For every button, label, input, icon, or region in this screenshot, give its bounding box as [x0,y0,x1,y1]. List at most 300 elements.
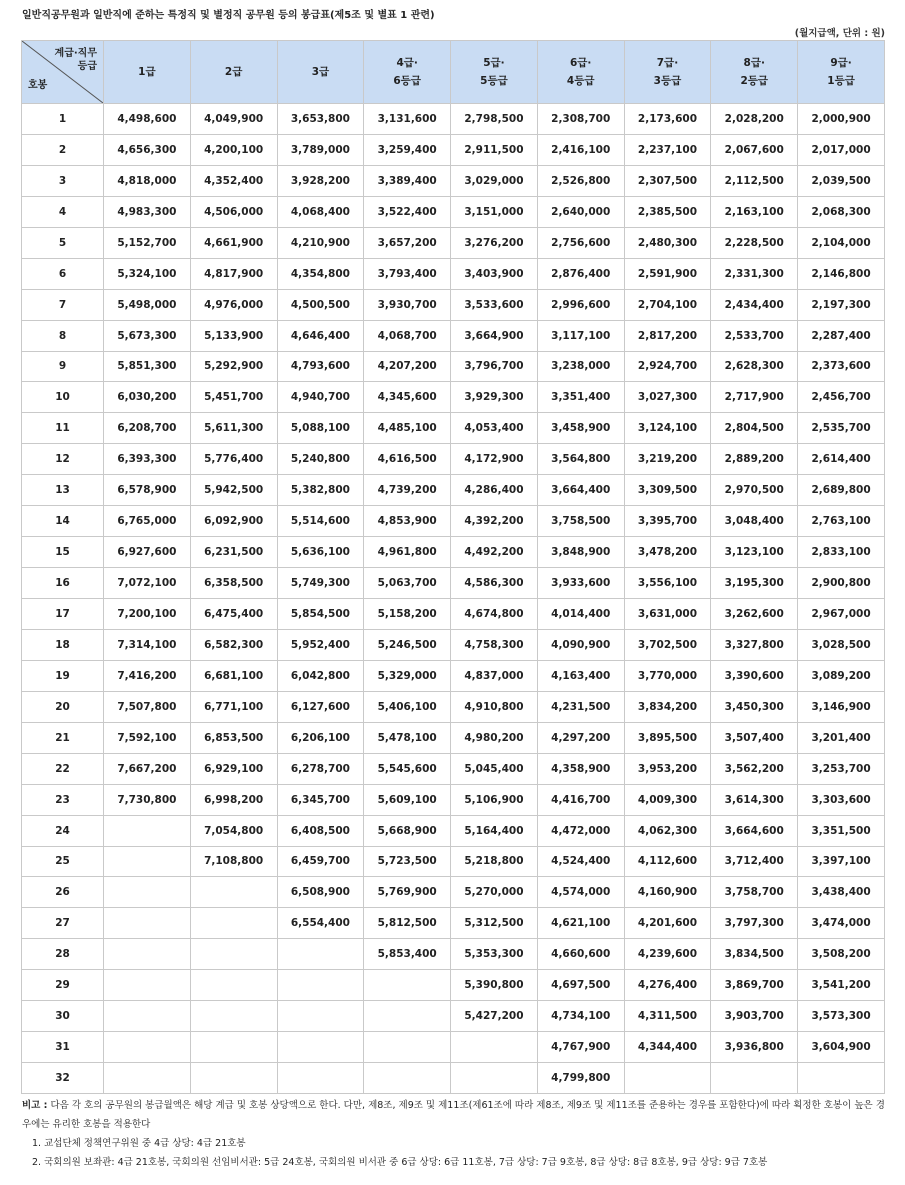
salary-cell [277,1001,364,1032]
salary-cell: 6,208,700 [104,413,191,444]
table-row [22,660,885,691]
salary-cell: 7,072,100 [104,568,191,599]
salary-cell: 2,817,200 [624,320,711,351]
salary-cell: 3,146,900 [798,691,885,722]
salary-cell: 4,574,000 [537,877,624,908]
salary-cell: 6,042,800 [277,660,364,691]
salary-cell: 4,492,200 [451,537,538,568]
salary-cell: 6,927,600 [104,537,191,568]
salary-cell: 4,660,600 [537,939,624,970]
salary-cell: 2,526,800 [537,165,624,196]
salary-cell: 5,952,400 [277,629,364,660]
table-row [22,382,885,413]
table-row [22,939,885,970]
salary-cell: 5,451,700 [190,382,277,413]
corner-grade-line2: 등급 [77,61,97,72]
table-row [22,784,885,815]
salary-cell [104,1032,191,1063]
column-header: 9급· 1등급 [798,41,885,104]
salary-cell: 4,818,000 [104,165,191,196]
salary-cell: 4,276,400 [624,970,711,1001]
salary-cell: 2,640,000 [537,196,624,227]
salary-cell: 6,508,900 [277,877,364,908]
salary-cell: 3,953,200 [624,753,711,784]
salary-cell [451,1063,538,1094]
salary-cell: 4,485,100 [364,413,451,444]
table-row [22,970,885,1001]
salary-cell: 3,303,600 [798,784,885,815]
salary-cell: 2,287,400 [798,320,885,351]
salary-cell: 5,853,400 [364,939,451,970]
salary-cell: 4,767,900 [537,1032,624,1063]
salary-cell: 4,940,700 [277,382,364,413]
table-row [22,722,885,753]
table-row [22,413,885,444]
notes-item-1: 1. 교섭단체 정책연구위원 중 4급 상당: 4급 21호봉 [32,1138,246,1149]
salary-cell: 4,739,200 [364,475,451,506]
table-row [22,104,885,135]
salary-cell [190,970,277,1001]
salary-cell: 3,702,500 [624,629,711,660]
table-row [22,815,885,846]
salary-cell: 5,854,500 [277,599,364,630]
salary-cell: 6,554,400 [277,908,364,939]
salary-cell: 3,573,300 [798,1001,885,1032]
step-cell: 18 [22,629,104,660]
salary-cell: 4,392,200 [451,506,538,537]
salary-cell: 7,108,800 [190,846,277,877]
salary-cell: 5,406,100 [364,691,451,722]
salary-cell: 4,207,200 [364,351,451,382]
salary-cell: 2,039,500 [798,165,885,196]
salary-cell: 3,928,200 [277,165,364,196]
salary-cell: 3,124,100 [624,413,711,444]
salary-cell: 4,498,600 [104,104,191,135]
salary-cell: 6,765,000 [104,506,191,537]
salary-cell: 3,522,400 [364,196,451,227]
step-cell: 2 [22,134,104,165]
salary-cell: 3,195,300 [711,568,798,599]
salary-cell: 3,797,300 [711,908,798,939]
salary-cell: 2,331,300 [711,258,798,289]
salary-cell: 2,228,500 [711,227,798,258]
salary-cell: 4,793,600 [277,351,364,382]
salary-cell: 2,146,800 [798,258,885,289]
salary-cell: 3,151,000 [451,196,538,227]
salary-cell: 3,796,700 [451,351,538,382]
step-cell: 6 [22,258,104,289]
salary-cell: 5,133,900 [190,320,277,351]
salary-cell: 3,390,600 [711,660,798,691]
step-cell: 25 [22,846,104,877]
salary-table [21,40,885,1094]
salary-cell: 2,704,100 [624,289,711,320]
salary-cell: 7,507,800 [104,691,191,722]
salary-cell: 4,210,900 [277,227,364,258]
table-row [22,320,885,351]
salary-cell: 4,009,300 [624,784,711,815]
salary-cell: 3,474,000 [798,908,885,939]
salary-cell: 3,653,800 [277,104,364,135]
salary-cell: 5,723,500 [364,846,451,877]
salary-cell: 3,351,400 [537,382,624,413]
salary-cell: 5,478,100 [364,722,451,753]
salary-cell: 4,646,400 [277,320,364,351]
salary-cell: 7,416,200 [104,660,191,691]
salary-cell: 4,506,000 [190,196,277,227]
step-cell: 26 [22,877,104,908]
salary-cell [277,1032,364,1063]
step-cell: 29 [22,970,104,1001]
table-row [22,196,885,227]
table-row [22,165,885,196]
step-cell: 23 [22,784,104,815]
table-row [22,629,885,660]
salary-cell: 5,312,500 [451,908,538,939]
salary-cell: 5,152,700 [104,227,191,258]
salary-cell: 5,353,300 [451,939,538,970]
salary-cell: 3,403,900 [451,258,538,289]
salary-cell: 3,848,900 [537,537,624,568]
step-cell: 22 [22,753,104,784]
salary-cell: 5,045,400 [451,753,538,784]
salary-cell: 5,611,300 [190,413,277,444]
salary-cell [190,877,277,908]
salary-cell: 3,253,700 [798,753,885,784]
salary-cell: 4,231,500 [537,691,624,722]
salary-cell: 2,000,900 [798,104,885,135]
salary-cell: 3,564,800 [537,444,624,475]
salary-cell: 2,967,000 [798,599,885,630]
step-cell: 19 [22,660,104,691]
salary-cell: 3,309,500 [624,475,711,506]
salary-cell: 5,942,500 [190,475,277,506]
salary-cell: 4,734,100 [537,1001,624,1032]
salary-cell: 2,763,100 [798,506,885,537]
salary-cell: 3,664,900 [451,320,538,351]
salary-cell: 2,480,300 [624,227,711,258]
notes-remark [22,1096,888,1134]
step-cell: 17 [22,599,104,630]
salary-cell: 2,163,100 [711,196,798,227]
salary-cell: 5,673,300 [104,320,191,351]
salary-cell: 3,458,900 [537,413,624,444]
salary-cell: 3,614,300 [711,784,798,815]
salary-cell: 6,278,700 [277,753,364,784]
salary-cell [104,846,191,877]
salary-cell: 4,163,400 [537,660,624,691]
step-cell: 31 [22,1032,104,1063]
salary-cell: 4,910,800 [451,691,538,722]
salary-cell: 3,389,400 [364,165,451,196]
salary-cell: 5,749,300 [277,568,364,599]
salary-cell: 3,562,200 [711,753,798,784]
salary-cell: 5,164,400 [451,815,538,846]
salary-cell: 3,397,100 [798,846,885,877]
salary-cell: 3,238,000 [537,351,624,382]
salary-cell: 3,029,000 [451,165,538,196]
step-cell: 32 [22,1063,104,1094]
column-header: 8급· 2등급 [711,41,798,104]
salary-cell: 3,117,100 [537,320,624,351]
salary-cell: 4,354,800 [277,258,364,289]
salary-cell: 4,837,000 [451,660,538,691]
step-cell: 11 [22,413,104,444]
salary-cell: 4,068,400 [277,196,364,227]
corner-grade-label [55,47,97,73]
salary-cell: 3,758,700 [711,877,798,908]
salary-cell: 3,664,400 [537,475,624,506]
salary-cell: 3,936,800 [711,1032,798,1063]
salary-cell: 4,674,800 [451,599,538,630]
salary-cell: 2,833,100 [798,537,885,568]
salary-cell: 5,218,800 [451,846,538,877]
salary-cell: 4,656,300 [104,134,191,165]
salary-cell: 4,416,700 [537,784,624,815]
salary-cell: 2,373,600 [798,351,885,382]
column-header: 3급 [277,41,364,104]
table-row [22,691,885,722]
salary-cell: 2,628,300 [711,351,798,382]
salary-cell: 4,817,900 [190,258,277,289]
salary-cell: 4,286,400 [451,475,538,506]
salary-cell: 4,524,400 [537,846,624,877]
column-header: 2급 [190,41,277,104]
salary-cell: 5,498,000 [104,289,191,320]
salary-cell [190,1063,277,1094]
salary-cell [364,1032,451,1063]
salary-cell: 3,438,400 [798,877,885,908]
salary-cell: 4,472,000 [537,815,624,846]
salary-cell: 3,929,300 [451,382,538,413]
salary-cell: 4,500,500 [277,289,364,320]
salary-cell [451,1032,538,1063]
notes-item-2: 2. 국회의원 보좌관: 4급 21호봉, 국회의원 선임비서관: 5급 24호봉, 국회의원 비서관 중 6급 상당: 6급 11호봉, 7급 상당: 7급 9호봉, 8급 상당: 8급 8호봉, 9급 상당: 9급 7호봉 [32,1157,768,1168]
salary-cell: 5,106,900 [451,784,538,815]
salary-cell: 7,592,100 [104,722,191,753]
salary-cell [104,939,191,970]
salary-cell: 2,028,200 [711,104,798,135]
table-row [22,506,885,537]
salary-cell: 2,804,500 [711,413,798,444]
salary-cell: 3,533,600 [451,289,538,320]
salary-cell: 6,582,300 [190,629,277,660]
salary-cell: 4,980,200 [451,722,538,753]
salary-cell: 3,262,600 [711,599,798,630]
salary-cell: 4,014,400 [537,599,624,630]
salary-cell: 3,604,900 [798,1032,885,1063]
column-header: 7급· 3등급 [624,41,711,104]
salary-cell: 3,259,400 [364,134,451,165]
salary-cell: 6,092,900 [190,506,277,537]
notes-text: 다음 각 호의 공무원의 봉급월액은 해당 계급 및 호봉 상당액으로 한다. 다만, 제8조, 제9조 및 제11조(제61조에 따라 제8조, 제9조 및 제11조를 준용하는 경우를 포함한다)에 따라 획정한 호봉이 높은 경우에는 유리한 호봉을 적용한다 [22,1100,885,1130]
salary-cell [364,1063,451,1094]
column-header: 5급· 5등급 [451,41,538,104]
salary-cell: 6,206,100 [277,722,364,753]
salary-cell: 7,054,800 [190,815,277,846]
table-row [22,537,885,568]
salary-cell: 2,911,500 [451,134,538,165]
step-cell: 28 [22,939,104,970]
salary-cell: 3,219,200 [624,444,711,475]
salary-cell: 4,358,900 [537,753,624,784]
salary-cell [624,1063,711,1094]
salary-cell: 6,231,500 [190,537,277,568]
salary-cell: 4,068,700 [364,320,451,351]
salary-cell [277,1063,364,1094]
table-row [22,444,885,475]
salary-cell: 3,131,600 [364,104,451,135]
salary-cell: 5,292,900 [190,351,277,382]
salary-cell: 7,200,100 [104,599,191,630]
salary-cell: 3,869,700 [711,970,798,1001]
table-row [22,568,885,599]
salary-cell: 5,240,800 [277,444,364,475]
step-cell: 13 [22,475,104,506]
salary-cell [104,1001,191,1032]
salary-cell: 3,631,000 [624,599,711,630]
salary-cell: 4,616,500 [364,444,451,475]
salary-cell: 2,535,700 [798,413,885,444]
salary-cell: 5,545,600 [364,753,451,784]
table-row [22,877,885,908]
corner-grade-line1: 계급·직무 [54,48,97,59]
salary-cell: 2,237,100 [624,134,711,165]
salary-cell: 3,478,200 [624,537,711,568]
table-row [22,846,885,877]
salary-cell [190,908,277,939]
salary-cell: 6,578,900 [104,475,191,506]
step-cell: 14 [22,506,104,537]
column-header: 1급 [104,41,191,104]
salary-cell: 5,390,800 [451,970,538,1001]
step-cell: 12 [22,444,104,475]
salary-cell: 2,591,900 [624,258,711,289]
salary-cell: 2,889,200 [711,444,798,475]
salary-cell: 3,895,500 [624,722,711,753]
salary-cell: 3,508,200 [798,939,885,970]
salary-cell: 2,456,700 [798,382,885,413]
salary-cell: 3,541,200 [798,970,885,1001]
salary-cell: 4,172,900 [451,444,538,475]
step-cell: 4 [22,196,104,227]
salary-cell: 6,681,100 [190,660,277,691]
salary-cell [364,970,451,1001]
table-row [22,1063,885,1094]
salary-cell: 2,434,400 [711,289,798,320]
table-row [22,258,885,289]
salary-cell: 5,851,300 [104,351,191,382]
salary-cell: 4,758,300 [451,629,538,660]
salary-cell: 3,201,400 [798,722,885,753]
column-header: 6급· 4등급 [537,41,624,104]
step-cell: 10 [22,382,104,413]
salary-cell: 4,621,100 [537,908,624,939]
salary-cell: 3,758,500 [537,506,624,537]
salary-cell: 7,314,100 [104,629,191,660]
table-row [22,908,885,939]
salary-cell: 3,664,600 [711,815,798,846]
salary-cell: 6,393,300 [104,444,191,475]
salary-cell: 4,976,000 [190,289,277,320]
salary-cell: 2,307,500 [624,165,711,196]
step-cell: 16 [22,568,104,599]
salary-cell: 5,246,500 [364,629,451,660]
salary-cell: 3,048,400 [711,506,798,537]
salary-cell: 2,385,500 [624,196,711,227]
salary-cell: 6,475,400 [190,599,277,630]
salary-cell: 4,697,500 [537,970,624,1001]
salary-cell: 6,929,100 [190,753,277,784]
salary-cell: 3,351,500 [798,815,885,846]
salary-cell: 5,427,200 [451,1001,538,1032]
salary-cell: 3,789,000 [277,134,364,165]
salary-cell: 3,395,700 [624,506,711,537]
salary-cell: 3,930,700 [364,289,451,320]
salary-cell: 6,127,600 [277,691,364,722]
salary-cell: 2,104,000 [798,227,885,258]
table-row [22,475,885,506]
table-row [22,351,885,382]
salary-cell: 5,270,000 [451,877,538,908]
salary-cell: 3,028,500 [798,629,885,660]
notes-section [22,1096,888,1172]
salary-cell: 4,201,600 [624,908,711,939]
salary-cell: 2,308,700 [537,104,624,135]
salary-cell: 5,668,900 [364,815,451,846]
salary-cell: 4,160,900 [624,877,711,908]
salary-cell: 2,173,600 [624,104,711,135]
salary-cell: 3,657,200 [364,227,451,258]
salary-cell: 6,853,500 [190,722,277,753]
salary-cell: 6,358,500 [190,568,277,599]
step-cell: 21 [22,722,104,753]
step-cell: 1 [22,104,104,135]
salary-cell: 3,123,100 [711,537,798,568]
table-row [22,134,885,165]
salary-cell: 4,049,900 [190,104,277,135]
salary-cell: 2,996,600 [537,289,624,320]
salary-cell: 2,112,500 [711,165,798,196]
salary-cell [711,1063,798,1094]
salary-cell: 5,776,400 [190,444,277,475]
salary-cell: 2,197,300 [798,289,885,320]
salary-cell: 2,876,400 [537,258,624,289]
salary-cell [104,877,191,908]
salary-cell: 6,030,200 [104,382,191,413]
salary-cell: 4,961,800 [364,537,451,568]
salary-cell: 2,756,600 [537,227,624,258]
salary-cell: 4,112,600 [624,846,711,877]
salary-cell: 2,017,000 [798,134,885,165]
column-header: 4급· 6등급 [364,41,451,104]
salary-cell: 4,983,300 [104,196,191,227]
salary-cell: 2,533,700 [711,320,798,351]
salary-cell: 7,730,800 [104,784,191,815]
salary-cell [104,815,191,846]
salary-cell: 2,416,100 [537,134,624,165]
salary-cell: 6,998,200 [190,784,277,815]
salary-cell: 3,327,800 [711,629,798,660]
salary-cell: 5,514,600 [277,506,364,537]
salary-cell [190,1032,277,1063]
step-cell: 20 [22,691,104,722]
salary-cell [104,1063,191,1094]
salary-cell: 3,507,400 [711,722,798,753]
salary-cell [277,939,364,970]
corner-header-cell [22,41,104,104]
salary-cell: 5,636,100 [277,537,364,568]
